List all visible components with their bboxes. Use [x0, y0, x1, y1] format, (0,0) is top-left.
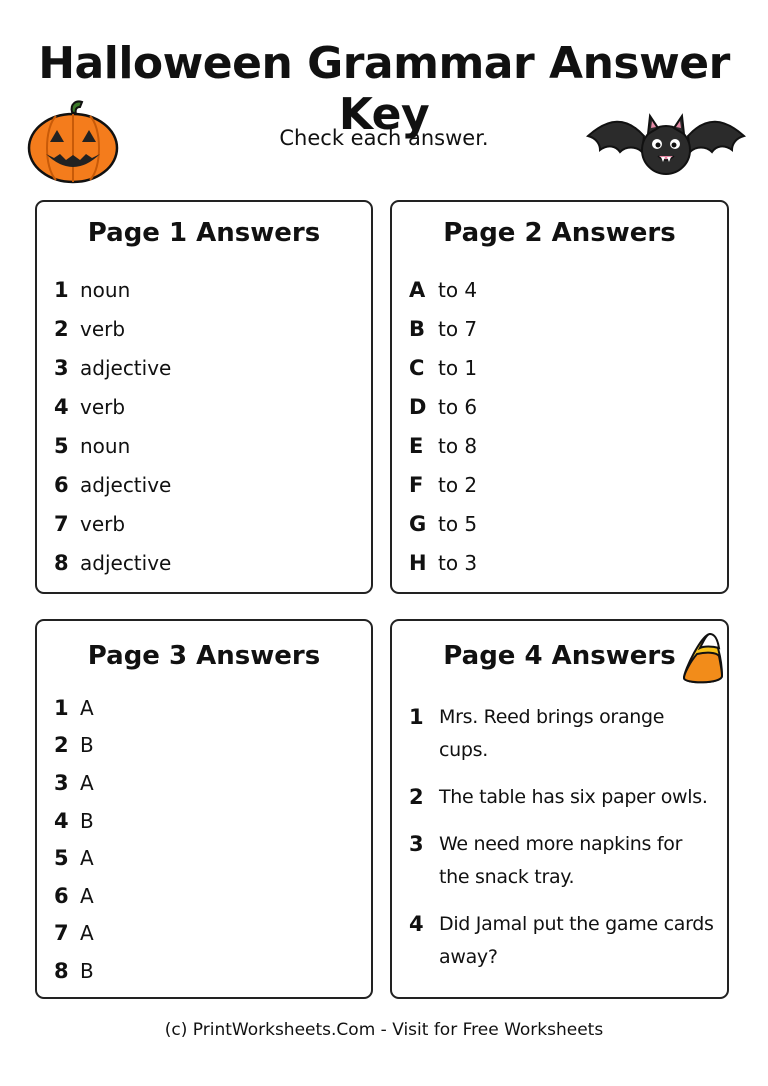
item-answer: to 2 [438, 472, 478, 497]
list-item [409, 543, 477, 582]
item-letter: B [409, 316, 426, 341]
item-letter: C [409, 355, 425, 380]
list-item [409, 781, 714, 814]
list-item [54, 877, 94, 915]
item-letter: G [409, 511, 427, 536]
item-answer: to 8 [438, 433, 478, 458]
item-number: 4 [409, 912, 424, 936]
item-letter: D [409, 394, 427, 419]
item-number: 5 [54, 433, 69, 458]
list-item [54, 915, 94, 953]
list-item [54, 387, 171, 426]
item-answer: adjective [80, 550, 172, 575]
page4-answer-list [409, 701, 714, 988]
list-item [54, 270, 171, 309]
list-item [54, 543, 171, 582]
page-subtitle: Check each answer. [279, 126, 489, 150]
item-number: 4 [54, 394, 69, 419]
item-answer: B [80, 808, 94, 833]
bat-icon [586, 112, 746, 178]
item-number: 1 [54, 277, 69, 302]
item-sentence: We need more napkins for the snack tray. [439, 833, 683, 888]
item-letter: A [409, 277, 426, 302]
item-number: 5 [54, 846, 69, 871]
list-item [54, 348, 171, 387]
list-item [409, 426, 477, 465]
list-item [409, 701, 714, 767]
list-item [54, 426, 171, 465]
page1-answer-list [54, 270, 171, 582]
item-answer: to 1 [438, 355, 478, 380]
page4-answers-card [390, 619, 729, 999]
item-number: 7 [54, 511, 69, 536]
item-answer: A [80, 770, 94, 795]
list-item [54, 727, 94, 765]
item-answer: A [80, 695, 94, 720]
page3-answer-list [54, 689, 94, 990]
item-answer: adjective [80, 355, 172, 380]
item-letter: E [409, 433, 424, 458]
item-number: 2 [54, 733, 69, 758]
item-answer: B [80, 733, 94, 758]
page2-answer-list [409, 270, 477, 582]
item-sentence: Did Jamal put the game cards away? [439, 913, 714, 968]
list-item [54, 309, 171, 348]
list-item [54, 802, 94, 840]
list-item [409, 908, 714, 974]
item-number: 8 [54, 958, 69, 983]
item-number: 2 [409, 785, 424, 809]
page1-title: Page 1 Answers [87, 218, 321, 248]
item-letter: H [409, 550, 427, 575]
item-number: 4 [54, 808, 69, 833]
item-answer: B [80, 958, 94, 983]
item-number: 8 [54, 550, 69, 575]
list-item [409, 270, 477, 309]
item-answer: to 7 [438, 316, 478, 341]
item-answer: verb [80, 316, 126, 341]
item-letter: F [409, 472, 424, 497]
item-answer: A [80, 921, 94, 946]
item-answer: A [80, 883, 94, 908]
item-number: 3 [54, 355, 69, 380]
item-number: 1 [54, 695, 69, 720]
item-number: 6 [54, 472, 69, 497]
list-item [409, 465, 477, 504]
item-answer: verb [80, 394, 126, 419]
page3-title: Page 3 Answers [87, 641, 321, 671]
list-item [54, 504, 171, 543]
list-item [409, 504, 477, 543]
page2-answers-card [390, 200, 729, 594]
list-item [409, 828, 714, 894]
item-answer: to 4 [438, 277, 478, 302]
list-item [54, 839, 94, 877]
page4-title: Page 4 Answers [443, 641, 676, 671]
item-number: 2 [54, 316, 69, 341]
candy-corn-icon [680, 630, 726, 690]
item-number: 3 [409, 832, 424, 856]
item-answer: noun [80, 277, 131, 302]
item-answer: to 6 [438, 394, 478, 419]
item-sentence: Mrs. Reed brings orange cups. [439, 706, 665, 761]
item-answer: to 5 [438, 511, 478, 536]
list-item [409, 387, 477, 426]
list-item [54, 689, 94, 727]
list-item [54, 952, 94, 990]
item-sentence: The table has six paper owls. [439, 786, 708, 808]
page-title: Halloween Grammar Answer Key [38, 38, 730, 140]
item-answer: adjective [80, 472, 172, 497]
list-item [409, 348, 477, 387]
item-number: 7 [54, 921, 69, 946]
page3-answers-card [35, 619, 373, 999]
page1-answers-card [35, 200, 373, 594]
item-number: 3 [54, 770, 69, 795]
list-item [54, 465, 171, 504]
item-answer: A [80, 846, 94, 871]
item-answer: to 3 [438, 550, 478, 575]
item-number: 6 [54, 883, 69, 908]
list-item [54, 764, 94, 802]
page2-title: Page 2 Answers [443, 218, 676, 248]
footer-credit: (c) PrintWorksheets.Com - Visit for Free Worksheets [164, 1020, 604, 1040]
pumpkin-icon [26, 98, 120, 186]
item-answer: noun [80, 433, 131, 458]
list-item [409, 309, 477, 348]
item-number: 1 [409, 705, 424, 729]
item-answer: verb [80, 511, 126, 536]
